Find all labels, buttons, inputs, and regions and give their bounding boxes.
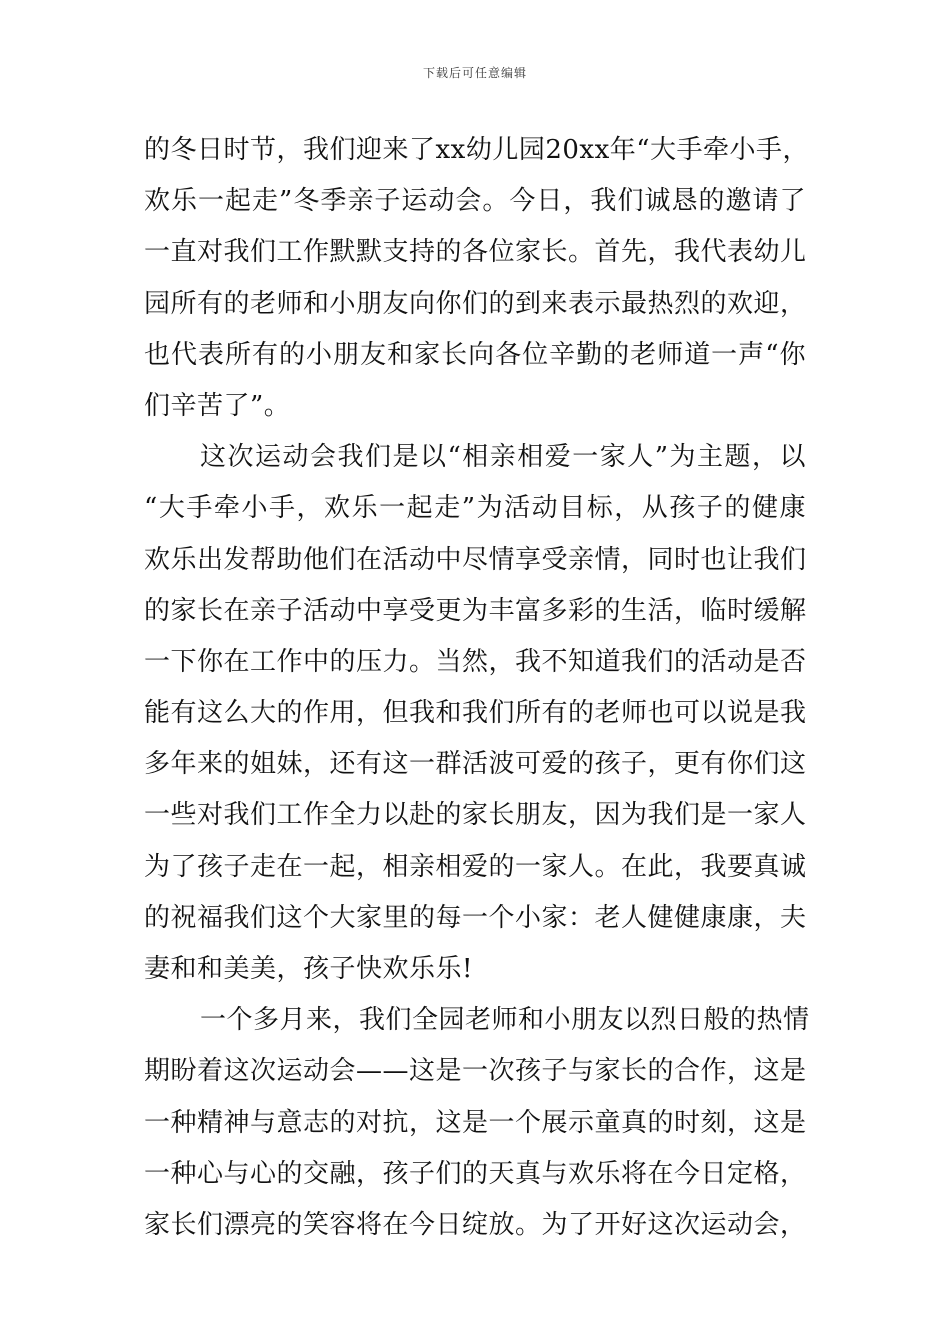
text-line: 一些对我们工作全力以赴的家长朋友，因为我们是一家人 [144,800,807,831]
text-line: 欢乐一起走”冬季亲子运动会。今日，我们诚恳的邀请了 [144,186,806,217]
text-line: 多年来的姐妹，还有这一群活波可爱的孩子，更有你们这 [144,749,807,780]
paragraph-first-line: 这次运动会我们是以“相亲相爱一家人”为主题，以 [200,442,806,473]
document-body [144,125,810,1251]
text-line: 家长们漂亮的笑容将在今日绽放。为了开好这次运动会， [144,1209,807,1240]
text-line: 能有这么大的作用，但我和我们所有的老师也可以说是我 [144,698,807,729]
text-line: 为了孩子走在一起，相亲相爱的一家人。在此，我要真诚 [144,851,807,882]
text-line: 欢乐出发帮助他们在活动中尽情享受亲情，同时也让我们 [144,544,807,575]
text-line: 一种精神与意志的对抗，这是一个展示童真的时刻，这是 [144,1107,807,1138]
text-line: 也代表所有的小朋友和家长向各位辛勤的老师道一声“你 [144,339,806,370]
page-header-note: 下载后可任意编辑 [422,66,527,80]
text-line: 一直对我们工作默默支持的各位家长。首先，我代表幼儿 [144,237,807,268]
text-line: 园所有的老师和小朋友向你们的到来表示最热烈的欢迎， [144,288,807,319]
text-line: 的祝福我们这个大家里的每一个小家：老人健健康康，夫 [144,902,807,933]
text-line: 妻和和美美，孩子快欢乐乐! [144,954,473,984]
paragraph-first-line: 一个多月来，我们全园老师和小朋友以烈日般的热情 [200,1005,810,1036]
text-line: 期盼着这次运动会——这是一次孩子与家长的合作，这是 [144,1056,807,1087]
text-line: 的家长在亲子活动中享受更为丰富多彩的生活，临时缓解 [144,595,807,626]
text-line: 一下你在工作中的压力。当然，我不知道我们的活动是否 [144,646,807,677]
text-line: “大手牵小手，欢乐一起走”为活动目标，从孩子的健康 [144,493,806,524]
text-line: 的冬日时节，我们迎来了xx幼儿园20xx年“大手牵小手， [144,135,810,165]
text-line: 们辛苦了”。 [144,390,291,421]
text-line: 一种心与心的交融，孩子们的天真与欢乐将在今日定格， [144,1158,807,1189]
